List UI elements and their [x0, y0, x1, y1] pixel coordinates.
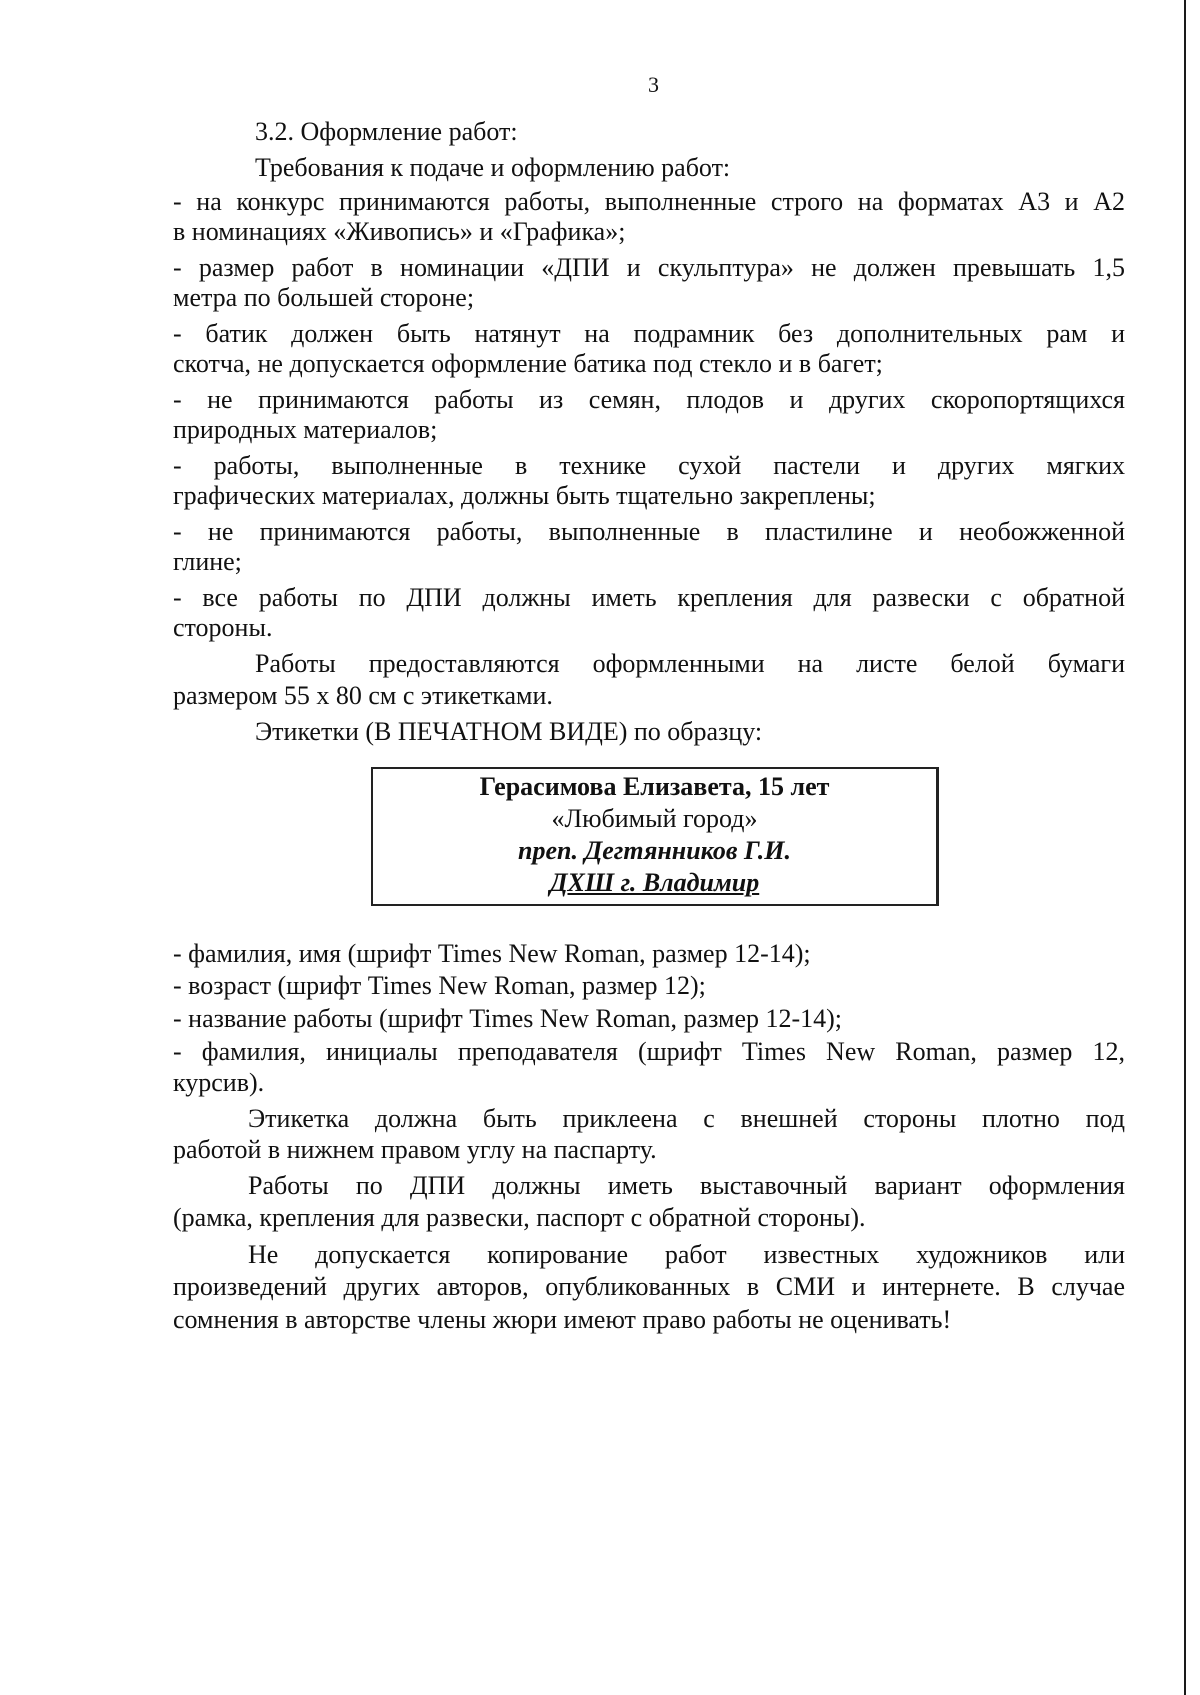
sample-label-box	[371, 767, 939, 906]
label-title: «Любимый город»	[551, 804, 758, 833]
paragraph-line: работой в нижнем правом углу на паспарту.	[173, 1135, 657, 1164]
paragraph-line: сомнения в авторстве члены жюри имеют право работы не оценивать!	[173, 1305, 952, 1334]
list-item-line: глине;	[173, 547, 242, 576]
section-heading: 3.2. Оформление работ:	[255, 117, 518, 146]
paragraph-line: произведений других авторов, опубликованных в СМИ и интернете. В случае	[173, 1272, 1125, 1301]
list-item-line: - на конкурс принимаются работы, выполненные строго на форматах А3 и А2	[173, 187, 1125, 216]
paragraph-line: (рамка, крепления для развески, паспорт с обратной стороны).	[173, 1203, 866, 1232]
paragraph-line: размером 55 х 80 см с этикетками.	[173, 681, 553, 710]
list-item-line: - все работы по ДПИ должны иметь крепления для развески с обратной	[173, 583, 1125, 612]
font-item: - фамилия, имя (шрифт Times New Roman, размер 12-14);	[173, 939, 811, 968]
list-item-line: - не принимаются работы из семян, плодов и других скоропортящихся	[173, 385, 1125, 414]
label-school: ДХШ г. Владимир	[549, 868, 760, 897]
paragraph-line: Не допускается копирование работ известных художников или	[248, 1240, 1125, 1269]
list-item-line: природных материалов;	[173, 415, 438, 444]
page-number: 3	[648, 72, 659, 97]
list-item-line: - размер работ в номинации «ДПИ и скульптура» не должен превышать 1,5	[173, 253, 1125, 282]
label-name: Герасимова Елизавета, 15 лет	[479, 772, 830, 801]
paragraph-line: Работы по ДПИ должны иметь выставочный вариант оформления	[248, 1171, 1125, 1200]
font-item: - фамилия, инициалы преподавателя (шрифт Times New Roman, размер 12,	[173, 1037, 1125, 1066]
list-item-line: скотча, не допускается оформление батика под стекло и в багет;	[173, 349, 883, 378]
list-item-line: - батик должен быть натянут на подрамник без дополнительных рам и	[173, 319, 1125, 348]
font-item: - возраст (шрифт Times New Roman, размер 12);	[173, 971, 706, 1000]
font-item: - название работы (шрифт Times New Roman, размер 12-14);	[173, 1004, 843, 1033]
font-item: курсив).	[173, 1068, 265, 1097]
label-teacher: преп. Дегтянников Г.И.	[518, 836, 791, 865]
paragraph-line: Этикетка должна быть приклеена с внешней стороны плотно под	[248, 1104, 1125, 1133]
list-item-line: - не принимаются работы, выполненные в пластилине и необожженной	[173, 517, 1125, 546]
requirements-heading: Требования к подаче и оформлению работ:	[255, 153, 731, 182]
list-item-line: стороны.	[173, 613, 273, 642]
page-edge-line	[1184, 0, 1186, 1695]
list-item-line: метра по большей стороне;	[173, 283, 475, 312]
list-item-line: в номинациях «Живопись» и «Графика»;	[173, 217, 626, 246]
list-item-line: - работы, выполненные в технике сухой пастели и других мягких	[173, 451, 1125, 480]
list-item-line: графических материалах, должны быть тщательно закреплены;	[173, 481, 876, 510]
labels-intro: Этикетки (В ПЕЧАТНОМ ВИДЕ) по образцу:	[255, 717, 763, 746]
paragraph-line: Работы предоставляются оформленными на листе белой бумаги	[255, 649, 1125, 678]
